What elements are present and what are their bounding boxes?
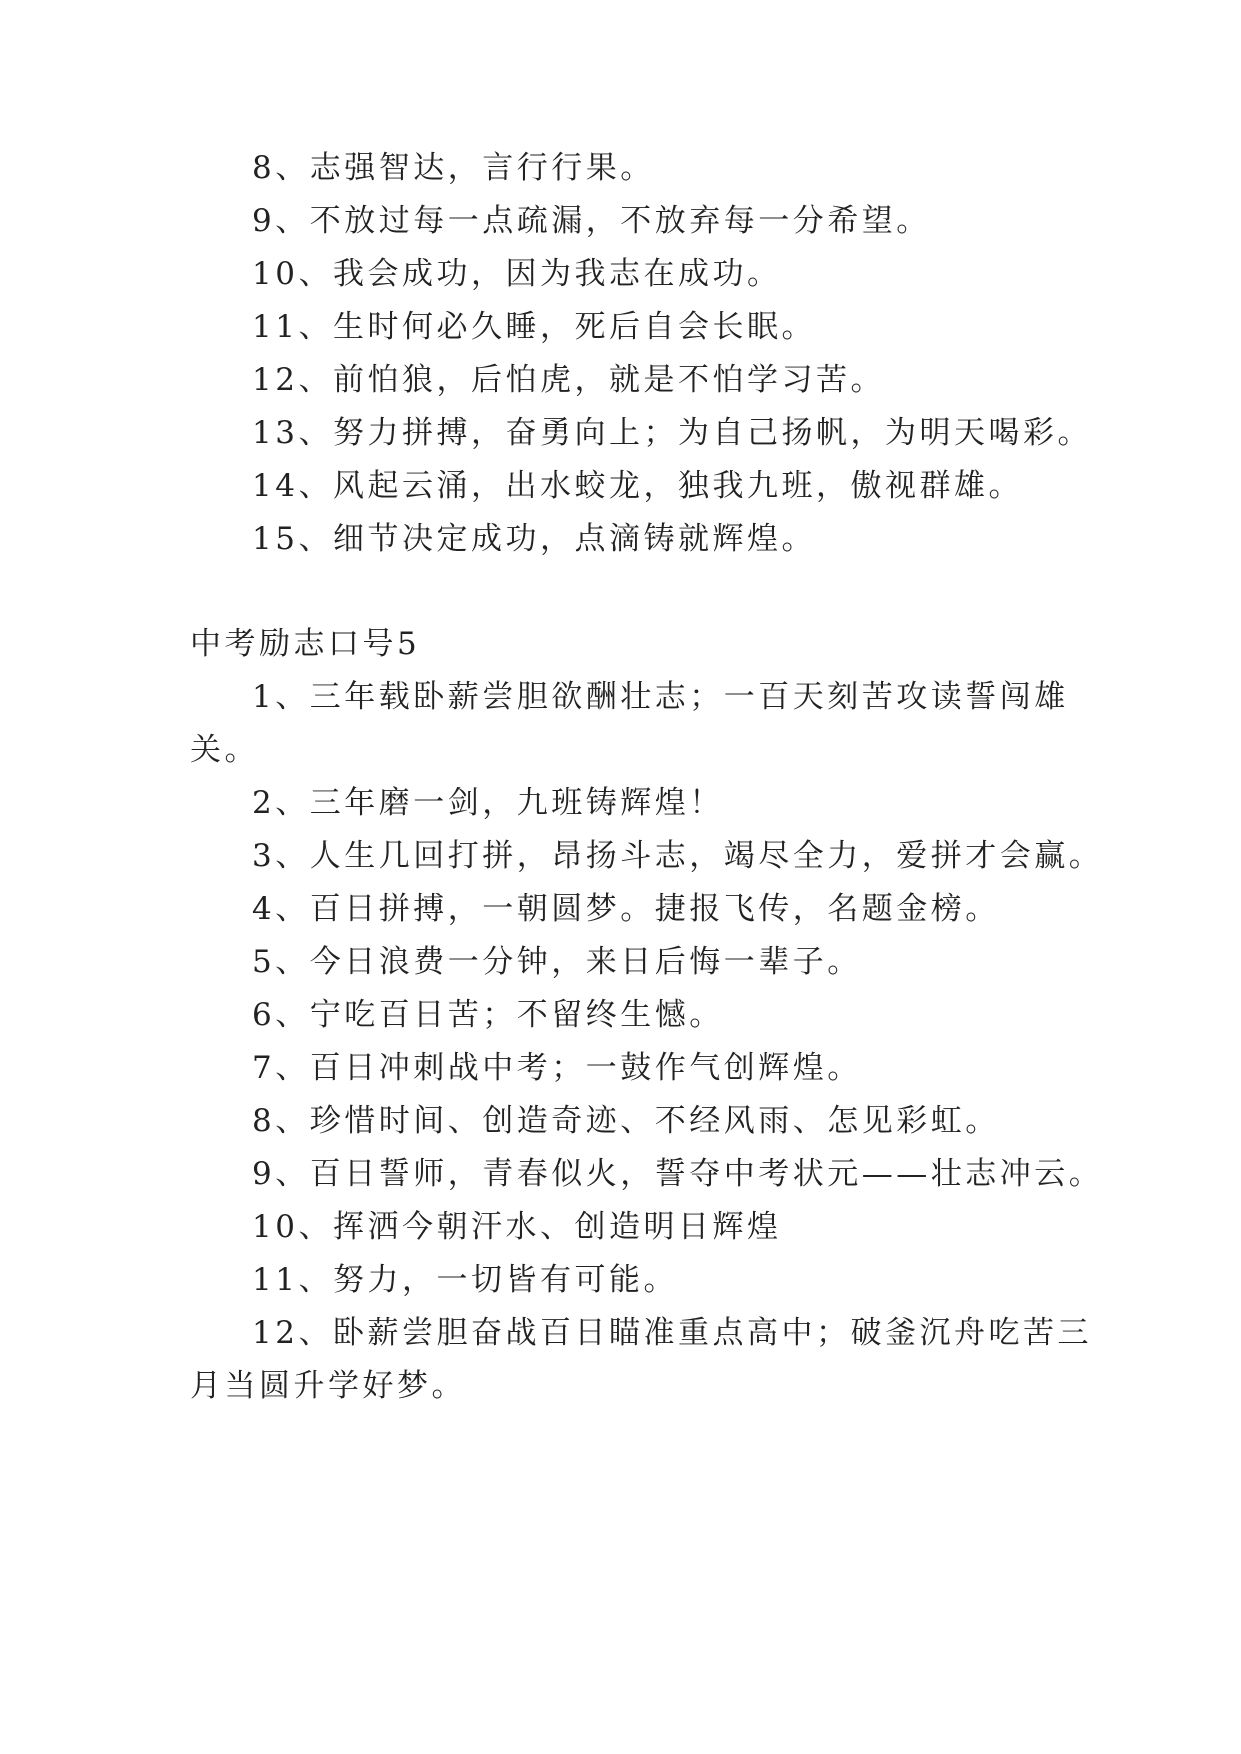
list-item: 2、三年磨一剑，九班铸辉煌！ (252, 785, 724, 821)
list-item: 9、百日誓师，青春似火，誓夺中考状元——壮志冲云。 (252, 1156, 1104, 1192)
list-item: 1、三年载卧薪尝胆欲酬壮志；一百天刻苦攻读誓闯雄 (252, 679, 1069, 715)
list-item-continuation: 关。 (190, 732, 259, 768)
list-item: 11、努力，一切皆有可能。 (252, 1262, 678, 1298)
list-item: 5、今日浪费一分钟，来日后悔一辈子。 (252, 944, 862, 980)
list-item: 12、前怕狼，后怕虎，就是不怕学习苦。 (252, 362, 885, 398)
list-item: 10、我会成功，因为我志在成功。 (252, 256, 782, 292)
list-item: 12、卧薪尝胆奋战百日瞄准重点高中；破釜沉舟吃苦三 (252, 1315, 1092, 1351)
list-item: 8、珍惜时间、创造奇迹、不经风雨、怎见彩虹。 (252, 1103, 1000, 1139)
list-item: 10、挥洒今朝汗水、创造明日辉煌 (252, 1209, 782, 1245)
list-item: 8、志强智达，言行行果。 (252, 150, 655, 186)
list-item: 4、百日拼搏，一朝圆梦。捷报飞传，名题金榜。 (252, 891, 1000, 927)
list-item: 15、细节决定成功，点滴铸就辉煌。 (252, 521, 816, 557)
list-item: 3、人生几回打拼，昂扬斗志，竭尽全力，爱拼才会赢。 (252, 838, 1104, 874)
list-item: 7、百日冲刺战中考；一鼓作气创辉煌。 (252, 1050, 862, 1086)
section-heading: 中考励志口号5 (190, 626, 421, 662)
list-item: 6、宁吃百日苦；不留终生憾。 (252, 997, 724, 1033)
list-item: 14、风起云涌，出水蛟龙，独我九班，傲视群雄。 (252, 468, 1023, 504)
list-item: 13、努力拼搏，奋勇向上；为自己扬帆，为明天喝彩。 (252, 415, 1092, 451)
list-item-continuation: 月当圆升学好梦。 (190, 1368, 466, 1404)
list-item: 9、不放过每一点疏漏，不放弃每一分希望。 (252, 203, 931, 239)
list-item: 11、生时何必久睡，死后自会长眠。 (252, 309, 816, 345)
